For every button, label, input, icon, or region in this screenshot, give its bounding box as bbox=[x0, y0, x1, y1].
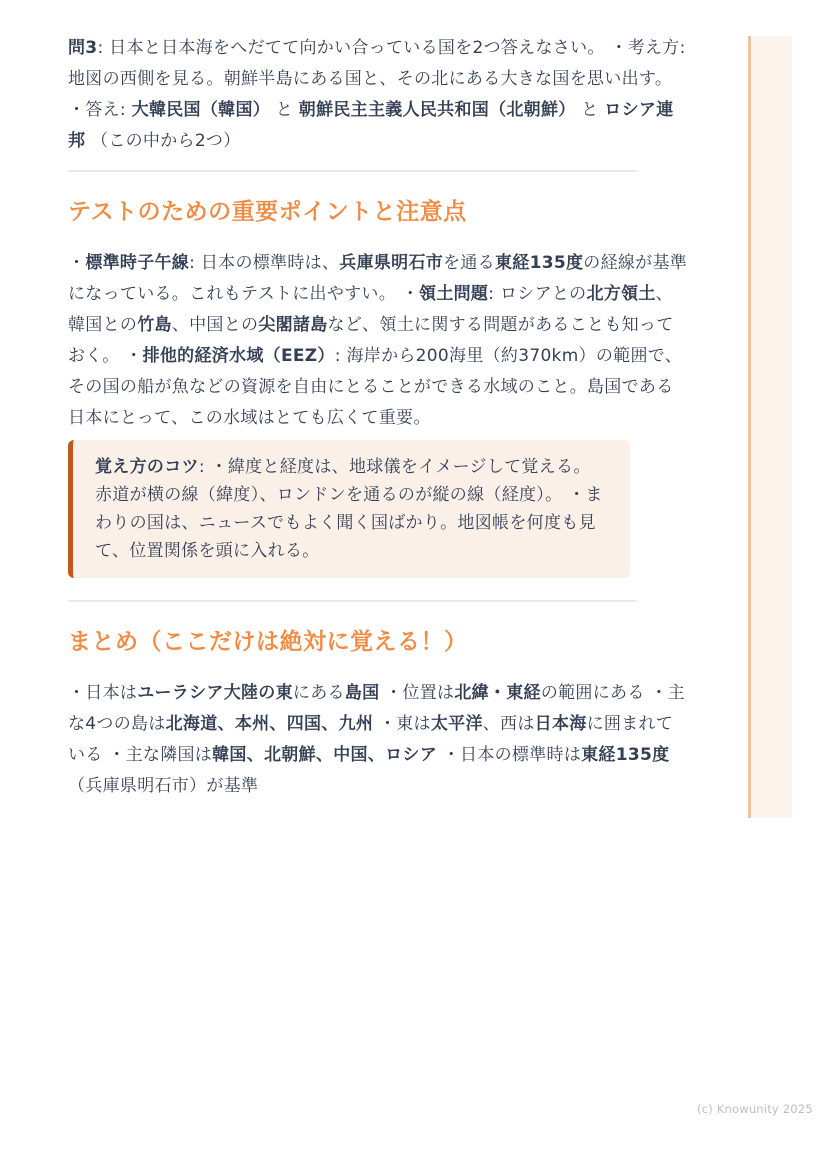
text-run: 大韓民国（韓国） bbox=[131, 100, 271, 120]
text-run: 領土問題 bbox=[419, 284, 489, 304]
text-run: の範囲にある ・主な4つの島は bbox=[68, 683, 685, 734]
text-run: : ロシアとの bbox=[488, 284, 587, 304]
text-run: と bbox=[575, 100, 605, 120]
section-divider bbox=[68, 600, 637, 602]
text-run: 標準時子午線 bbox=[85, 253, 190, 273]
text-run: 問3 bbox=[68, 38, 98, 58]
page-edge-decoration bbox=[748, 36, 792, 818]
text-run: の経線が基準になっている。これもテストに出やすい。 ・ bbox=[68, 253, 688, 304]
text-run: : 日本と日本海をへだてて向かい合っている国を2つ答えなさい。 ・考え方: 地図の西側を見る。朝鮮半島にある国と、その北にある大きな国を思い出す。 ・答え: bbox=[68, 38, 686, 120]
text-run: ・ bbox=[68, 253, 86, 273]
text-run: 東経135度 bbox=[494, 253, 584, 273]
text-run: ・日本の標準時は bbox=[437, 745, 582, 765]
text-run: 排他的経済水域（EEZ） bbox=[142, 346, 335, 366]
text-run: 島国 bbox=[344, 683, 380, 703]
text-run: ロシア連邦 bbox=[68, 100, 674, 151]
text-run: : 海岸から200海里（約370km）の範囲で、その国の船が魚などの資源を自由にとることができる水域のこと。島国である日本にとって、この水域はとても広くて重要。 bbox=[68, 346, 683, 428]
text-run: （この中から2つ） bbox=[85, 131, 241, 151]
text-run: 尖閣諸島 bbox=[258, 315, 328, 335]
text-run: 、中国との bbox=[171, 315, 259, 335]
text-run: ・位置は bbox=[379, 683, 455, 703]
tips-paragraph bbox=[95, 453, 606, 565]
text-run: : ・緯度と経度は、地球儀をイメージして覚える。赤道が横の線（緯度）、ロンドンを通るのが縦の線（経度）。 ・まわりの国は、ニュースでもよく聞く国ばかり。地図帳を何度も見て、位置関係を頭に入れる。 bbox=[95, 457, 603, 561]
text-run: 日本海 bbox=[534, 714, 587, 734]
text-run: に囲まれている ・主な隣国は bbox=[68, 714, 674, 765]
points-heading: テストのための重要ポイントと注意点 bbox=[68, 199, 467, 225]
text-run: 竹島 bbox=[137, 315, 172, 335]
text-run: と bbox=[270, 100, 299, 120]
text-run: （兵庫県明石市）が基準 bbox=[68, 776, 259, 796]
text-run: ・日本は bbox=[68, 683, 138, 703]
text-run: 韓国、北朝鮮、中国、ロシア bbox=[212, 745, 438, 765]
text-run: 、西は bbox=[482, 714, 535, 734]
text-run: : 日本の標準時は、 bbox=[189, 253, 340, 273]
text-run: など、領土に関する問題があることも知っておく。 ・ bbox=[68, 315, 674, 366]
text-run: 北海道、本州、四国、九州 bbox=[165, 714, 374, 734]
text-run: 、韓国との bbox=[68, 284, 673, 335]
text-run: 覚え方のコツ bbox=[95, 457, 199, 477]
text-run: 朝鮮民主主義人民共和国（北朝鮮） bbox=[298, 100, 576, 120]
footer-credit: (c) Knowunity 2025 bbox=[697, 1102, 813, 1116]
qa-paragraph bbox=[68, 33, 690, 157]
text-run: 東経135度 bbox=[581, 745, 670, 765]
tips-callout bbox=[68, 440, 630, 578]
text-run: 北緯・東経 bbox=[454, 683, 541, 703]
summary-heading: まとめ（ここだけは絶対に覚える！） bbox=[68, 629, 468, 655]
points-paragraph bbox=[68, 248, 690, 434]
section-divider bbox=[68, 170, 637, 172]
text-run: 北方領土 bbox=[586, 284, 656, 304]
document-content bbox=[68, 33, 690, 802]
text-run: ユーラシア大陸の東 bbox=[137, 683, 293, 703]
summary-paragraph bbox=[68, 678, 690, 802]
text-run: を通る bbox=[443, 253, 495, 273]
text-run: ・東は bbox=[373, 714, 431, 734]
text-run: にある bbox=[292, 683, 345, 703]
text-run: 太平洋 bbox=[430, 714, 483, 734]
text-run: 兵庫県明石市 bbox=[339, 253, 444, 273]
